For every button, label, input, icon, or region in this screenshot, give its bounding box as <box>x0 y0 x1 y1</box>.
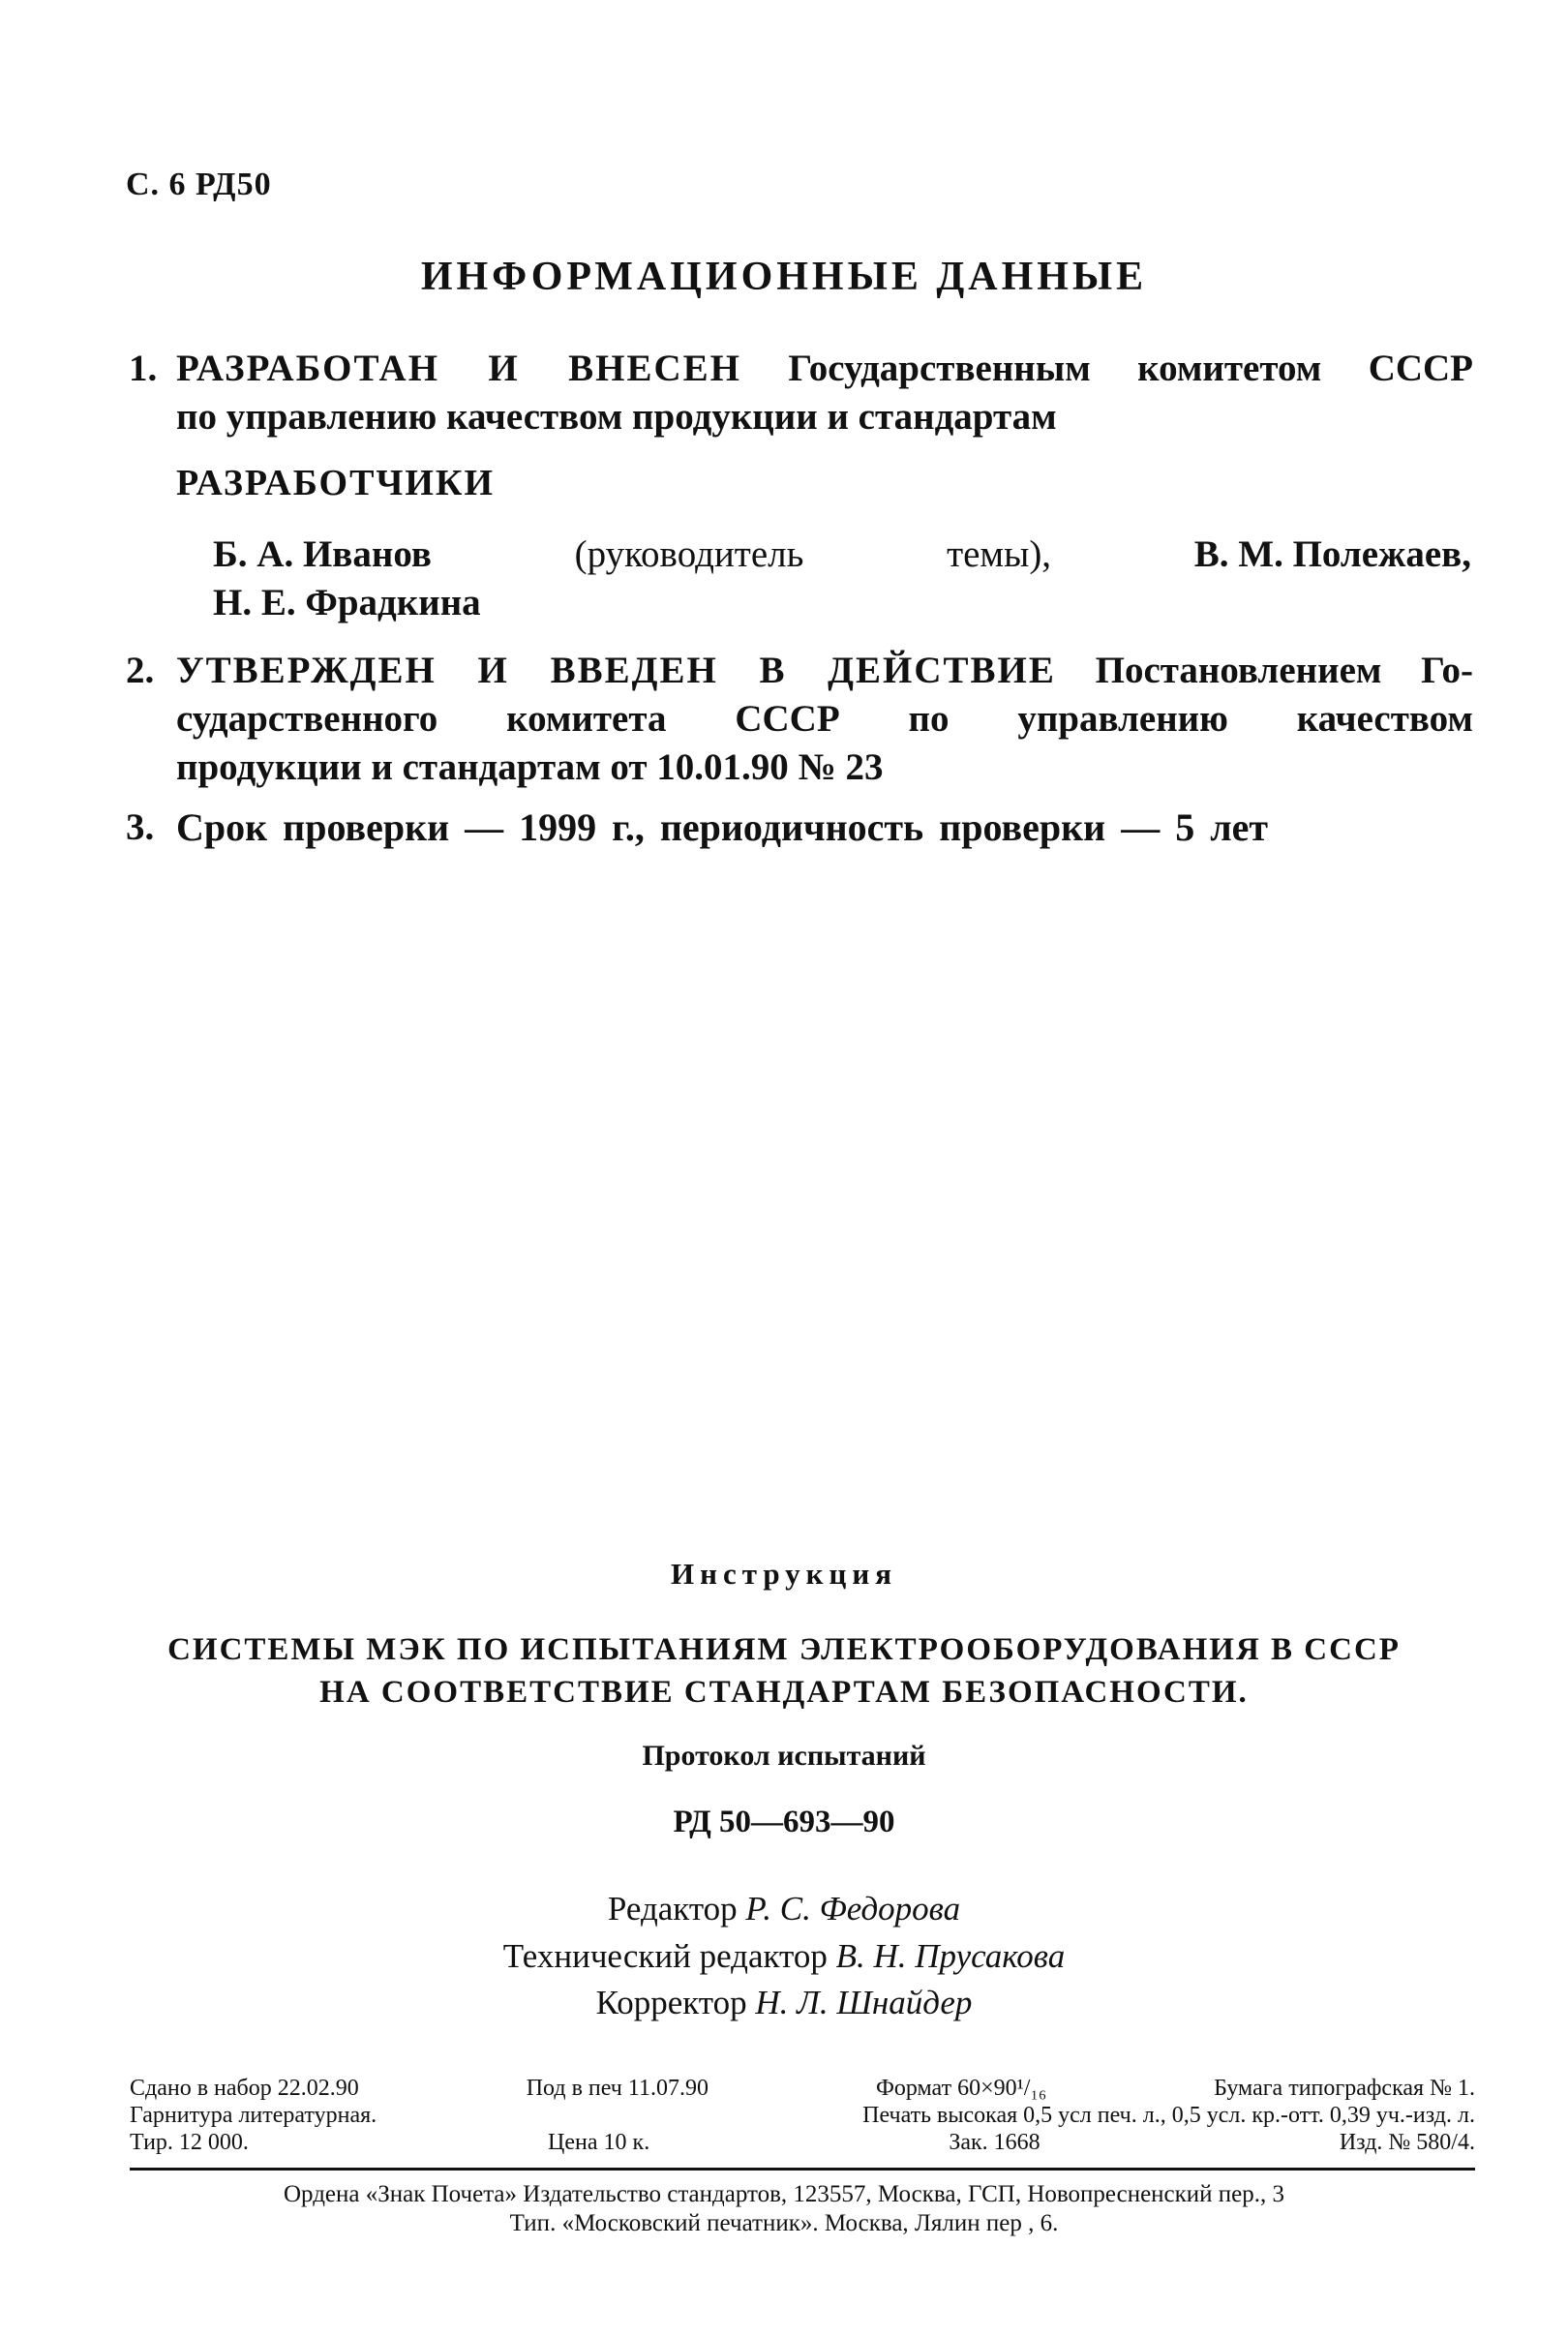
imprint-cell: Бумага типографская № 1. <box>1214 2076 1475 2101</box>
instruction-subtitle: Протокол испытаний <box>642 1740 926 1772</box>
editor-line <box>0 1890 1568 1928</box>
item2-line3: продукции и стандартам от 10.01.90 № 23 <box>176 746 884 788</box>
page-title: ИНФОРМАЦИОННЫЕ ДАННЫЕ <box>420 255 1148 299</box>
item2-number: 2. <box>126 650 155 691</box>
corrector-name: Н. Л. Шнайдер <box>755 1984 973 2021</box>
developer-role-2: темы), <box>947 533 1052 575</box>
item3-number: 3. <box>126 806 155 848</box>
developer-role-1: (руководитель <box>574 533 804 575</box>
item2-text <box>176 647 1473 792</box>
item1-caps: РАЗРАБОТАН И ВНЕСЕН <box>176 348 741 389</box>
imprint-row-1 <box>130 2075 1475 2102</box>
developer-name-1: Б. А. Иванов <box>213 533 432 575</box>
imprint-block <box>130 2075 1475 2156</box>
page-header: С. 6 РД50 <box>126 167 272 202</box>
footer-line-2: Тип. «Московский печатник». Москва, Лялин пер , 6. <box>509 2210 1059 2236</box>
divider <box>130 2168 1475 2171</box>
item2-line2: сударственного комитета СССР по управлению качеством <box>176 698 1473 740</box>
imprint-cell: Изд. № 580/4. <box>1339 2130 1475 2155</box>
footer-line-1: Ордена «Знак Почета» Издательство стандартов, 123557, Москва, ГСП, Новопресненский пер., 3 <box>283 2181 1285 2207</box>
developer-name-3: Н. Е. Фрадкина <box>213 582 481 623</box>
editor-label: Редактор <box>607 1890 738 1928</box>
instruction-title-line-2: НА СООТВЕТСТВИЕ СТАНДАРТАМ БЕЗОПАСНОСТИ. <box>319 1675 1249 1710</box>
imprint-cell: Цена 10 к. <box>548 2130 650 2155</box>
item3-text: Срок проверки — 1999 г., периодичность проверки — 5 лет <box>176 805 1269 849</box>
imprint-cell: Формат 60×90¹/₁₆ <box>875 2076 1047 2101</box>
imprint-row-3 <box>130 2129 1475 2156</box>
developer-name-2: В. М. Полежаев, <box>1193 533 1471 575</box>
instruction-word: Инструкция <box>670 1557 898 1591</box>
item1-text <box>176 345 1473 441</box>
item1-rest: Государственным комитетом СССР <box>788 348 1474 389</box>
instruction-title-line-1: СИСТЕМЫ МЭК ПО ИСПЫТАНИЯМ ЭЛЕКТРООБОРУДОВАНИЯ В СССР <box>167 1632 1401 1667</box>
imprint-cell: Гарнитура литературная. <box>130 2103 377 2128</box>
item1-number: 1. <box>129 348 158 389</box>
corrector-label: Корректор <box>595 1984 747 2021</box>
imprint-cell: Тир. 12 000. <box>130 2130 249 2155</box>
document-code: РД 50—693—90 <box>673 1805 895 1839</box>
tech-editor-label: Технический редактор <box>502 1937 828 1975</box>
developers-list <box>213 531 1471 627</box>
imprint-cell: Печать высокая 0,5 усл печ. л., 0,5 усл. кр.-отт. 0,39 уч.-изд. л. <box>862 2103 1475 2128</box>
imprint-cell: Сдано в набор 22.02.90 <box>130 2076 359 2101</box>
corrector-line <box>0 1984 1568 2022</box>
imprint-row-2 <box>130 2102 1475 2129</box>
developers-heading: РАЗРАБОТЧИКИ <box>176 463 496 503</box>
imprint-cell: Под в печ 11.07.90 <box>526 2076 709 2101</box>
tech-editor-name: В. Н. Прусакова <box>835 1937 1066 1975</box>
item2-caps: УТВЕРЖДЕН И ВВЕДЕН В ДЕЙСТВИЕ <box>176 650 1056 691</box>
item1-line2: по управлению качеством продукции и стандартам <box>176 396 1057 438</box>
item2-rest: Постановлением Го- <box>1095 650 1474 691</box>
imprint-cell: Зак. 1668 <box>949 2130 1040 2155</box>
editor-name: Р. С. Федорова <box>745 1890 961 1928</box>
tech-editor-line <box>0 1937 1568 1976</box>
